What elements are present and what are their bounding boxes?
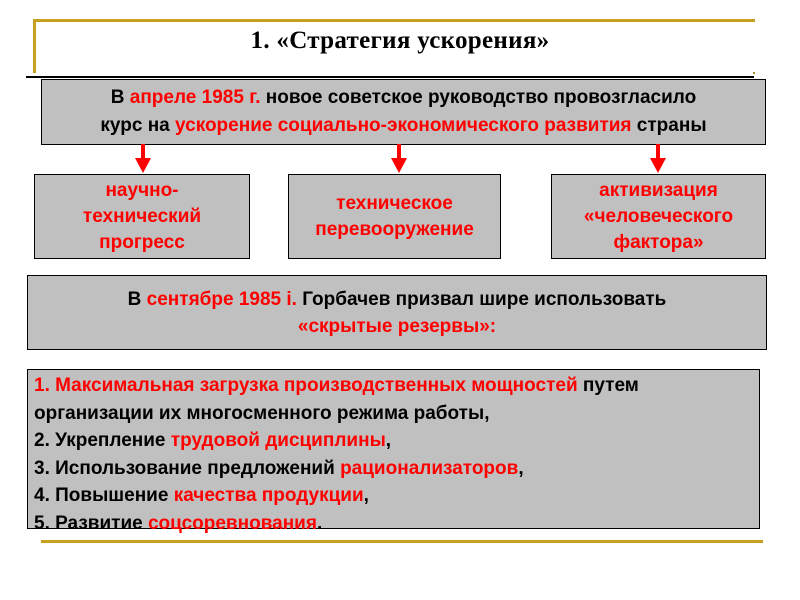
corner-dot bbox=[753, 72, 755, 74]
april-line-1 bbox=[42, 84, 765, 112]
september-1985-box bbox=[27, 275, 767, 350]
direction-text: «человеческого bbox=[583, 205, 734, 227]
text: . bbox=[316, 512, 323, 534]
top-gold-line bbox=[33, 19, 755, 22]
september-line-1 bbox=[128, 286, 667, 313]
text: , bbox=[518, 457, 524, 479]
highlight-text: ускорение социально-экономического развития bbox=[175, 115, 632, 136]
direction-technical-reequipment bbox=[288, 174, 501, 259]
direction-text: фактора» bbox=[613, 231, 704, 253]
arrow-down-icon bbox=[135, 144, 151, 174]
direction-text: перевооружение bbox=[315, 218, 474, 240]
text: , bbox=[363, 485, 369, 506]
text: 2. Укрепление bbox=[34, 430, 171, 451]
arrow-down-icon bbox=[650, 144, 666, 174]
highlight-text: 1. Максимальная загрузка производственных мощностей bbox=[34, 375, 578, 396]
text: 4. Повышение bbox=[34, 485, 174, 506]
highlight-text: рационализаторов bbox=[340, 457, 519, 479]
list-item bbox=[34, 455, 759, 483]
list-item bbox=[34, 510, 759, 538]
direction-text: прогресс bbox=[99, 231, 185, 253]
text: В bbox=[110, 87, 130, 108]
highlight-text: трудовой дисциплины bbox=[170, 430, 386, 451]
list-item bbox=[34, 372, 759, 400]
text: страны bbox=[631, 115, 707, 136]
direction-text: научно- bbox=[105, 179, 179, 201]
slide-title: 1. «Стратегия ускорения» bbox=[250, 27, 550, 54]
direction-text: техническое bbox=[336, 192, 453, 214]
april-1985-box bbox=[41, 79, 766, 145]
title-underline bbox=[26, 76, 754, 78]
bottom-gold-line bbox=[41, 540, 763, 543]
april-line-2 bbox=[42, 112, 765, 140]
text: курс на bbox=[100, 115, 176, 136]
reserves-list bbox=[27, 369, 760, 534]
highlight-text: сентябре 1985 і. bbox=[146, 288, 297, 310]
text: новое советское руководство провозгласило bbox=[260, 87, 697, 108]
text: Горбачев призвал шире использовать bbox=[296, 288, 667, 310]
text: 5. Развитие bbox=[34, 512, 148, 534]
list-item bbox=[34, 427, 759, 455]
direction-scientific-progress bbox=[34, 174, 250, 259]
direction-text: технический bbox=[82, 205, 202, 227]
text: 3. Использование предложений bbox=[34, 457, 341, 479]
text: организации их многосменного режима работы, bbox=[34, 402, 490, 424]
highlight-text: апреле 1985 г. bbox=[129, 87, 261, 108]
list-item bbox=[34, 482, 759, 510]
direction-text: активизация bbox=[599, 179, 718, 201]
highlight-text: качества продукции bbox=[173, 485, 364, 506]
list-item bbox=[34, 400, 759, 428]
september-line-2: «скрытые резервы»: bbox=[297, 315, 497, 337]
direction-human-factor bbox=[551, 174, 766, 259]
text: В bbox=[127, 288, 147, 310]
text: , bbox=[385, 430, 392, 451]
text: путем bbox=[577, 375, 639, 396]
arrow-down-icon bbox=[391, 144, 407, 174]
highlight-text: соцсоревнования bbox=[147, 512, 317, 534]
